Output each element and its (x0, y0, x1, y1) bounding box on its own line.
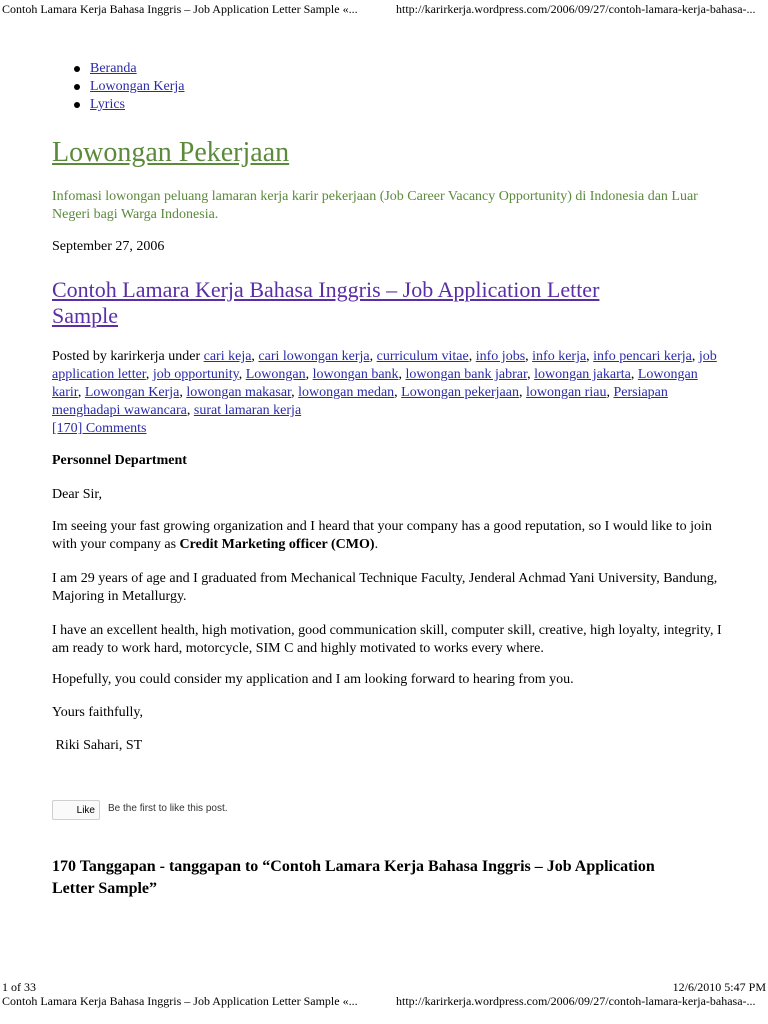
bullet-icon (74, 102, 80, 108)
post-title (52, 277, 632, 329)
tag-link[interactable]: Lowongan karir (52, 367, 698, 400)
tag-link[interactable]: lowongan bank jabrar (405, 367, 528, 382)
tag-separator: , (238, 367, 246, 382)
bullet-icon (74, 66, 80, 72)
tag-separator: , (179, 385, 187, 400)
tag-link[interactable]: info jobs (475, 349, 526, 364)
tag-link[interactable]: lowongan riau (525, 385, 607, 400)
print-datetime: 12/6/2010 5:47 PM (672, 980, 766, 994)
tag-separator: , (527, 367, 535, 382)
letter-paragraph-4: Hopefully, you could consider my application and I am looking forward to hearing from you. (52, 672, 574, 687)
tag-separator: , (251, 349, 259, 364)
tag-link[interactable]: job application letter (52, 349, 717, 382)
tag-separator: , (586, 349, 594, 364)
responses-heading: 170 Tanggapan - tanggapan to “Contoh Lamara Kerja Bahasa Inggris – Job Application Letter Sample” (52, 858, 655, 897)
tag-link[interactable]: Lowongan pekerjaan (401, 385, 519, 400)
post-date: September 27, 2006 (52, 239, 165, 254)
site-tagline: Infomasi lowongan peluang lamaran kerja karir pekerjaan (Job Career Vacancy Opportunity) di Indonesia dan Luar Negeri bagi Warga Indonesia. (52, 189, 698, 222)
tag-link[interactable]: Lowongan (245, 367, 306, 382)
tag-separator: , (606, 385, 614, 400)
nav-link-lyrics[interactable]: Lyrics (90, 97, 125, 112)
tag-link[interactable]: Lowongan Kerja (84, 385, 180, 400)
letter-paragraph-1 (52, 518, 724, 554)
tag-separator: , (630, 367, 638, 382)
tag-link[interactable]: Persiapan menghadapi wawancara (52, 385, 668, 418)
letter-signature: Riki Sahari, ST (52, 738, 143, 753)
letter-p1-text: Im seeing your fast growing organization and I heard that your company has a good reputation, so I would like to join with your company as (52, 519, 712, 552)
tag-separator: , (369, 349, 377, 364)
tag-link[interactable]: lowongan medan (298, 385, 395, 400)
tag-separator: , (394, 385, 402, 400)
nav-menu (72, 60, 184, 114)
tag-separator: , (145, 367, 153, 382)
tag-link[interactable]: curriculum vitae (376, 349, 469, 364)
tag-separator: , (305, 367, 313, 382)
tag-link[interactable]: info kerja (532, 349, 587, 364)
tag-link[interactable]: lowongan makasar (186, 385, 292, 400)
like-text: Be the first to like this post. (108, 803, 228, 814)
letter-closing: Yours faithfully, (52, 705, 144, 720)
print-footer-url: http://karirkerja.wordpress.com/2006/09/27/contoh-lamara-kerja-bahasa-... (396, 994, 756, 1008)
letter-paragraph-2: I am 29 years of age and I graduated from Mechanical Technique Faculty, Jenderal Achmad Yani University, Bandung, Majoring in Metallurgy. (52, 571, 718, 604)
tag-link[interactable]: cari keja (203, 349, 252, 364)
tag-separator: , (398, 367, 406, 382)
tag-separator: , (291, 385, 299, 400)
letter-department: Personnel Department (52, 453, 187, 468)
tag-link[interactable]: cari lowongan kerja (258, 349, 370, 364)
letter-p1-end: . (374, 537, 379, 552)
tag-link[interactable]: lowongan bank (312, 367, 399, 382)
posted-by-text: Posted by karirkerja under (52, 349, 201, 364)
nav-item-lyrics (72, 96, 184, 114)
nav-item-lowongan-kerja (72, 78, 184, 96)
tag-link[interactable]: lowongan jakarta (534, 367, 631, 382)
nav-link-beranda[interactable]: Beranda (90, 61, 137, 76)
bullet-icon (74, 84, 80, 90)
print-header-url: http://karirkerja.wordpress.com/2006/09/27/contoh-lamara-kerja-bahasa-... (396, 2, 756, 16)
page-count: 1 of 33 (2, 980, 36, 994)
tag-separator: , (186, 403, 194, 418)
tag-link[interactable]: job opportunity (152, 367, 239, 382)
tag-separator: , (518, 385, 526, 400)
tag-link[interactable]: info pencari kerja (593, 349, 692, 364)
like-button[interactable]: Like (52, 800, 100, 820)
tag-separator: , (468, 349, 476, 364)
tag-separator: , (525, 349, 533, 364)
post-title-link[interactable]: Contoh Lamara Kerja Bahasa Inggris – Job Application Letter Sample (52, 277, 600, 328)
nav-link-lowongan-kerja[interactable]: Lowongan Kerja (90, 79, 185, 94)
letter-p1-position: Credit Marketing officer (CMO) (179, 537, 375, 552)
tag-separator: , (77, 385, 85, 400)
letter-greeting: Dear Sir, (52, 487, 102, 502)
tag-link[interactable]: surat lamaran kerja (193, 403, 302, 418)
tag-separator: , (691, 349, 699, 364)
site-title[interactable]: Lowongan Pekerjaan (52, 137, 290, 168)
print-footer-title: Contoh Lamara Kerja Bahasa Inggris – Job Application Letter Sample «... (2, 994, 358, 1008)
nav-item-beranda (72, 60, 184, 78)
comments-link[interactable]: [170] Comments (52, 421, 147, 436)
post-meta (52, 348, 724, 438)
print-header-title: Contoh Lamara Kerja Bahasa Inggris – Job Application Letter Sample «... (2, 2, 358, 16)
letter-paragraph-3: I have an excellent health, high motivation, good communication skill, computer skill, creative, high loyalty, integrity, I am ready to work hard, motorcycle, SIM C and highly motivated to works every where. (52, 623, 722, 656)
